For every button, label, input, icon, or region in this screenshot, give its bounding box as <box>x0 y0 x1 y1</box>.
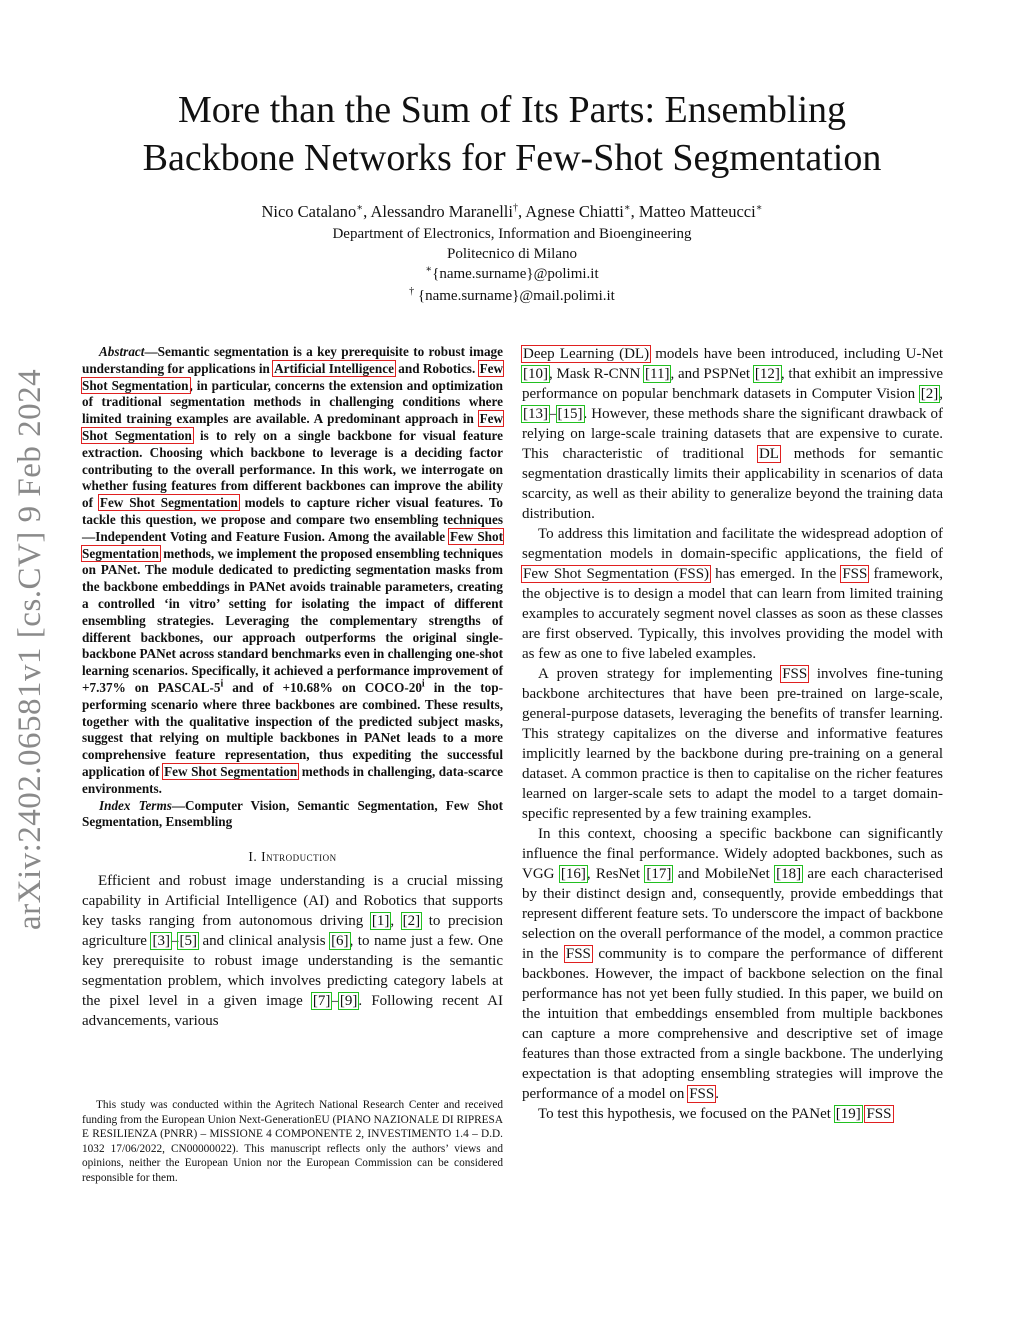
index-terms: Index Terms—Computer Vision, Semantic Segmentation, Few Shot Segmentation, Ensembling <box>82 797 503 830</box>
author-mark: ∗ <box>356 202 364 214</box>
citation-link[interactable]: [2] <box>920 386 939 402</box>
acronym-link[interactable]: FSS <box>866 1106 892 1122</box>
acronym-link[interactable]: FSS <box>842 566 868 582</box>
right-paragraph-4: In this context, choosing a specific backbone can significantly influence the final performance. Widely adopted backbones, such as VGG [16], ResNet [17] and MobileNet [18] are each characterised by their distinct design and, consequently, provide embeddings that represent different feature sets. To underscore the impact of backbone selection on the overall performance of the model, a common practice in the FSS community is to compare the performance of different backbones. However, the impact of backbone selection on the final performance has not yet been fully studied. In this paper, we build on the intuition that embeddings ensembled from multiple backbones can capture a more comprehensive and descriptive set of image features than those extracted from a single backbone. The underlying expectation is that adopting ensembling strategies will improve the performance of a model on FSS. <box>522 826 943 1102</box>
citation-link[interactable]: [15] <box>557 406 583 422</box>
right-paragraph-1: Deep Learning (DL) models have been introduced, including U-Net [10], Mask R-CNN [11], and PSPNet [12], that exhibit an impressive performance on popular benchmark datasets in Computer Vision [2], [13]–[15]. However, these methods share the significant drawback of relying on large-scale training datasets that are expensive to curate. This characteristic of traditional DL methods for semantic segmentation drastically limits their applicability in scenarios of data scarcity, as well as their ability to generalize beyond the training data distribution. <box>522 346 943 522</box>
affiliation-email-1: ∗{name.surname}@polimi.it <box>425 264 599 282</box>
author-mark: ∗ <box>755 202 763 214</box>
citation-link[interactable]: [19] <box>835 1106 861 1122</box>
abstract-label: Abstract <box>99 344 145 359</box>
paper-title <box>80 86 944 182</box>
index-terms-label: Index Terms <box>99 797 172 813</box>
acronym-link[interactable]: FSS <box>565 946 591 962</box>
citation-link[interactable]: [6] <box>331 933 349 950</box>
acronym-link[interactable]: Few Shot Segmentation <box>99 495 238 511</box>
citation-link[interactable]: [2] <box>402 913 421 930</box>
acronym-link[interactable]: Few Shot Segmentation <box>82 528 503 561</box>
acronym-link[interactable]: Deep Learning (DL) <box>523 346 650 362</box>
author-name: Nico Catalano <box>261 202 357 221</box>
right-paragraph-3: A proven strategy for implementing FSS involves fine-tuning backbone architectures that have been pre-trained on large-scale, general-purpose datasets, leveraging the benefits of transfer learning. This strategy capitalizes on the diverse and informative features implicitly learned by the backbone during pre-training on a general dataset. A common practice is then to capitalise on the richer features learned on larger-scale sets to adapt the model to a target domain-specific represented by a few training examples. <box>522 666 944 822</box>
acronym-link[interactable]: Few Shot Segmentation <box>82 360 503 393</box>
right-paragraph-2: To address this limitation and facilitate the widespread adoption of segmentation models in domain-specific applications, the field of Few Shot Segmentation (FSS) has emerged. In the FSS framework, the objective is to design a model that can learn from limited training examples to accurately segment novel classes as soon as these classes are first observed. Typically, this involves providing the model with as few as one to five labeled examples. <box>522 526 943 662</box>
affiliation-institution: Politecnico di Milano <box>447 246 577 262</box>
abstract: Abstract—Semantic segmentation is a key prerequisite to robust image understanding for applications in Artificial Intelligence and Robotics. Few Shot Segmentation, in particular, concerns the extension and optimization of traditional segmentation methods in challenging conditions where limited training examples are available. A predominant approach in Few Shot Segmentation is to rely on a single backbone for visual feature extraction. Choosing which backbone to leverage is a deciding factor contributing to the overall performance. In this work, we interrogate on whether fusing features from different backbones can improve the ability of Few Shot Segmentation models to capture richer visual features. To tackle this question, we propose and compare two ensembling techniques—Independent Voting and Feature Fusion. Among the available Few Shot Segmentation methods, we implement the proposed ensembling techniques on PANet. The module dedicated to predicting segmentation masks from the backbone embeddings in PANet avoids trainable parameters, creating a controlled ‘in vitro’ setting for isolating the impact of different ensembling strategies. Leveraging the complementary strengths of different backbones, our approach outperforms the original single-backbone PANet across standard benchmarks even in challenging one-shot learning scenarios. Specifically, it achieved a performance improvement of +7.37% on PASCAL-5$^i$ and of +10.68% on COCO-20$^i$ in the top-performing scenario where three backbones are combined. These results, together with the qualitative inspection of the predicted subject masks, suggest that relying on multiple backbones in PANet leads to a more comprehensive feature representation, thus expediting the successful application of Few Shot Segmentation methods in challenging, data-scarce environments. <box>82 344 504 796</box>
citation-link[interactable]: [17] <box>646 866 672 882</box>
citation-link[interactable]: [11] <box>645 366 670 382</box>
funding-footnote: This study was conducted within the Agritech National Research Center and received funding from the European Union Next-GenerationEU (PIANO NAZIONALE DI RIPRESA E RESILIENZA (PNRR) – MISSIONE 4 COMPONENTE 2, INVESTIMENTO 1.4 – D.D. 1032 17/06/2022, CN00000022). This manuscript reflects only the authors’ views and opinions, neither the European Union nor the European Commission can be considered responsible for them. <box>82 1099 503 1184</box>
citation-link[interactable]: [10] <box>523 366 548 382</box>
citation-link[interactable]: [16] <box>560 866 586 882</box>
author-name: Agnese Chiatti <box>525 202 624 221</box>
author-name: Alessandro Maranelli <box>370 202 513 221</box>
acronym-link[interactable]: Few Shot Segmentation <box>82 411 503 443</box>
author-mark: † <box>512 202 518 214</box>
section-heading-introduction: I. Introduction <box>248 849 337 865</box>
right-paragraph-5: To test this hypothesis, we focused on the PANet [19] FSS <box>538 1106 892 1122</box>
author-list: Nico Catalano∗, Alessandro Maranelli†, Agnese Chiatti∗, Matteo Matteucci∗ <box>261 202 763 221</box>
acronym-link[interactable]: Few Shot Segmentation <box>164 763 298 779</box>
citation-link[interactable]: [18] <box>776 866 802 882</box>
citation-link[interactable]: [13] <box>523 406 548 422</box>
affiliation-department: Department of Electronics, Information and Bioengineering <box>332 226 692 242</box>
acronym-link[interactable]: DL <box>758 446 779 462</box>
title-line-1: More than the Sum of Its Parts: Ensembling <box>177 89 847 131</box>
title-line-2: Backbone Networks for Few-Shot Segmentation <box>142 137 882 179</box>
affiliation-email-2: † {name.surname}@mail.polimi.it <box>409 286 615 304</box>
right-column <box>522 344 943 1124</box>
acronym-link[interactable]: FSS <box>689 1086 715 1102</box>
citation-link[interactable]: [12] <box>754 366 780 382</box>
acronym-link[interactable]: Artificial Intelligence <box>274 360 394 376</box>
citation-link[interactable]: [7] <box>312 993 331 1010</box>
citation-link[interactable]: [9] <box>339 993 358 1010</box>
intro-paragraph-1: Efficient and robust image understanding is a crucial missing capability in Artificial Intelligence (AI) and Robotics that supports key tasks ranging from autonomous driving [1], [2] to precision agriculture [3]–[5] and clinical analysis [6], to name just a few. One key prerequisite to robust image understanding is the semantic segmentation problem, which involves predicting category labels at the pixel level in a given image [7]–[9]. Following recent AI advancements, various <box>82 873 503 1030</box>
author-name: Matteo Matteucci <box>638 202 756 221</box>
acronym-link[interactable]: Few Shot Segmentation (FSS) <box>523 566 710 582</box>
left-column <box>82 344 503 1031</box>
acronym-link[interactable]: FSS <box>782 666 808 682</box>
citation-link[interactable]: [3] <box>152 933 170 950</box>
arxiv-stamp: arXiv:2402.06581v1 [cs.CV] 9 Feb 2024 <box>12 368 48 930</box>
author-mark: ∗ <box>623 202 631 214</box>
citation-link[interactable]: [1] <box>371 913 390 930</box>
citation-link[interactable]: [5] <box>179 933 197 950</box>
